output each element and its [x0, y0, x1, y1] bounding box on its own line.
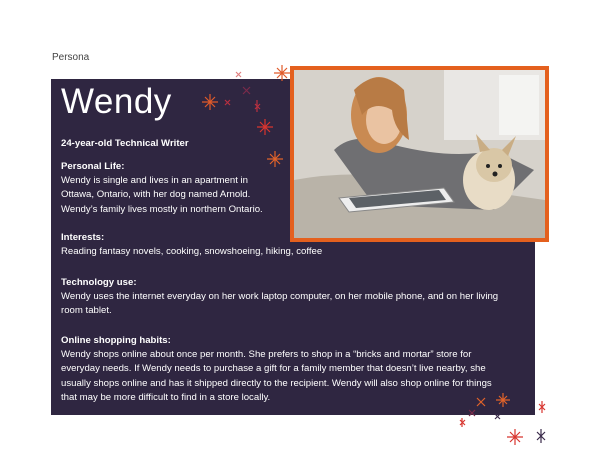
section-personal-life — [61, 160, 263, 217]
section-line: Wendy uses the internet everyday on her work laptop computer, on her mobile phone, and on her living — [61, 291, 499, 303]
section-heading: Online shopping habits: — [61, 335, 171, 346]
section-heading: Technology use: — [61, 277, 137, 288]
section-line: usually shops online and has it shipped directly to the recipient. Wendy will also shop online for things — [61, 377, 492, 389]
woman-with-tablet-and-dog-image — [294, 70, 545, 238]
section-line: Wendy shops online about once per month. She prefers to shop in a “bricks and mortar” store for — [61, 349, 472, 361]
section-heading: Personal Life: — [61, 161, 125, 172]
document-label: Persona — [52, 52, 90, 63]
section-technology — [61, 276, 498, 319]
section-line: Wendy is single and lives in an apartment in — [61, 175, 249, 187]
persona-photo — [290, 66, 549, 242]
section-interests — [61, 231, 322, 259]
persona-name: Wendy — [61, 82, 172, 121]
persona-subtitle: 24-year-old Technical Writer — [61, 138, 189, 149]
section-line: everyday needs. If Wendy needs to purchase a gift for a family member that doesn’t live nearby, she — [61, 363, 486, 375]
section-heading: Interests: — [61, 232, 105, 243]
section-line: Ottawa, Ontario, with her dog named Arnold. — [61, 189, 251, 201]
section-line: room tablet. — [61, 305, 112, 317]
section-shopping — [61, 334, 492, 405]
section-line: that may be more difficult to find in a store locally. — [61, 391, 271, 403]
section-line: Reading fantasy novels, cooking, snowshoeing, hiking, coffee — [61, 246, 323, 258]
section-line: Wendy’s family lives mostly in northern Ontario. — [61, 203, 263, 215]
